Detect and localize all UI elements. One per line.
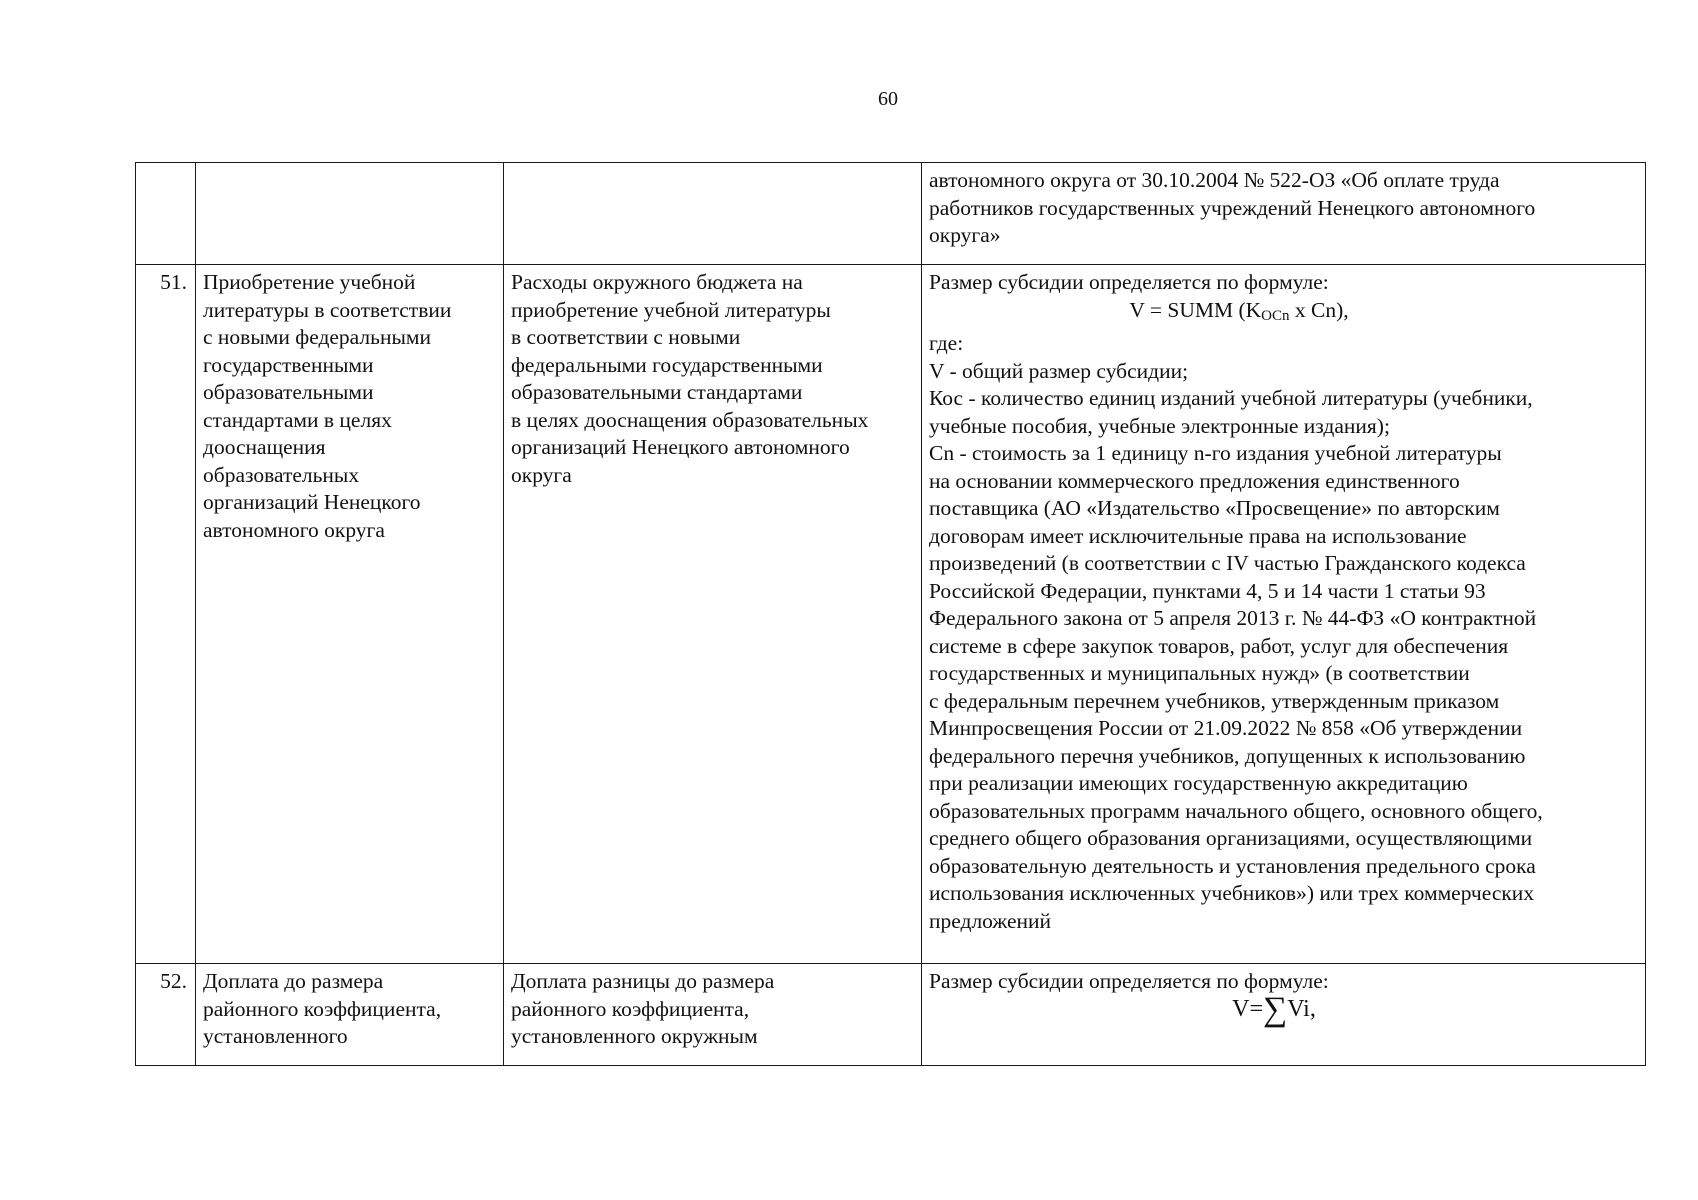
- row-name-cell: [196, 265, 504, 964]
- text-line: стандартами в целях: [203, 407, 392, 432]
- formula-prefix: V = SUMM (K: [1129, 297, 1262, 322]
- table-row-continuation: [136, 163, 1646, 265]
- text-line: Российской Федерации, пунктами 4, 5 и 14 части 1 статьи 93: [929, 578, 1486, 603]
- text-line: в соответствии с новыми: [511, 325, 741, 349]
- text-line: произведений (в соответствии с IV частью Гражданского кодекса: [929, 551, 1526, 575]
- text-line: литературы в соответствии: [203, 297, 452, 322]
- text-line: государственных и муниципальных нужд» (в соответствии: [929, 661, 1470, 685]
- row-description-cell: [504, 265, 922, 964]
- text-line: системе в сфере закупок товаров, работ, услуг для обеспечения: [929, 633, 1509, 658]
- text-line: образовательных: [203, 462, 360, 487]
- text-line: использования исключенных учебников») или трех коммерческих: [929, 881, 1535, 905]
- text-line: автономного округа: [203, 517, 385, 542]
- row-number-cell: 51.: [136, 265, 196, 964]
- text-line: организаций Ненецкого: [203, 490, 421, 514]
- text-line: районного коэффициента,: [203, 996, 442, 1021]
- formula: [929, 297, 1639, 331]
- text-line: V - общий размер субсидии;: [929, 358, 1189, 383]
- text-line: районного коэффициента,: [511, 996, 750, 1021]
- text-line: договорам имеет исключительные права на использование: [929, 523, 1467, 548]
- text-line: организаций Ненецкого автономного: [511, 435, 850, 459]
- row-description-cell: [504, 163, 922, 265]
- formula-suffix: x Cn),: [1289, 297, 1349, 322]
- text-line: дооснащения: [203, 435, 326, 459]
- formula-right: Vi,: [1287, 995, 1316, 1022]
- row-name-cell: [196, 163, 504, 265]
- subsidy-table: [135, 162, 1646, 1066]
- row-calculation-cell: [922, 265, 1646, 964]
- text-line: с новыми федеральными: [203, 325, 432, 349]
- text-line: Кос - количество единиц изданий учебной литературы (учебники,: [929, 386, 1533, 410]
- sum-formula: [929, 990, 1639, 1028]
- text-line: образовательными: [203, 380, 374, 404]
- table-row-51: [136, 265, 1646, 964]
- text-line: среднего общего образования организациями, осуществляющими: [929, 826, 1533, 850]
- text-line: Cn - стоимость за 1 единицу n-го издания учебной литературы: [929, 441, 1502, 465]
- text-line: с федеральным перечнем учебников, утвержденным приказом: [929, 688, 1500, 713]
- row-calculation-cell: [922, 163, 1646, 265]
- formula-subscript: OCn: [1261, 307, 1290, 324]
- text-line: при реализации имеющих государственную аккредитацию: [929, 771, 1468, 795]
- text-line: федеральными государственными: [511, 352, 823, 377]
- text-line: образовательными стандартами: [511, 380, 803, 404]
- text-line: поставщика (АО «Издательство «Просвещение» по авторским: [929, 496, 1500, 520]
- page-number: 60: [878, 88, 898, 110]
- text-line: установленного: [203, 1024, 348, 1048]
- text-line: учебные пособия, учебные электронные издания);: [929, 413, 1390, 438]
- text-line: федерального перечня учебников, допущенных к использованию: [929, 743, 1526, 768]
- row-description-cell: [504, 964, 922, 1066]
- row-name-cell: [196, 964, 504, 1066]
- row-number-cell: 52.: [136, 964, 196, 1066]
- text-line: на основании коммерческого предложения единственного: [929, 468, 1460, 493]
- text-line: предложений: [929, 908, 1052, 933]
- text-line: Федерального закона от 5 апреля 2013 г. № 44-ФЗ «О контрактной: [929, 606, 1537, 630]
- sigma-icon: ∑: [1263, 990, 1288, 1028]
- text-line: Расходы окружного бюджета на: [511, 270, 803, 294]
- text-line: Доплата до размера: [203, 969, 384, 993]
- text-line: округа: [511, 462, 572, 487]
- text-line: Доплата разницы до размера: [511, 969, 775, 993]
- text-line: образовательную деятельность и установления предельного срока: [929, 853, 1536, 878]
- text-line: приобретение учебной литературы: [511, 297, 831, 322]
- formula-left: V=: [1232, 995, 1264, 1022]
- text-line: государственными: [203, 352, 374, 377]
- text-line: установленного окружным: [511, 1024, 758, 1048]
- text-line: образовательных программ начального общего, основного общего,: [929, 798, 1543, 823]
- text-line: где:: [929, 331, 964, 355]
- text-line: Минпросвещения России от 21.09.2022 № 858 «Об утверждении: [929, 716, 1523, 740]
- text-line: Приобретение учебной: [203, 270, 416, 294]
- formula-intro: Размер субсидии определяется по формуле:: [929, 270, 1329, 294]
- formula-intro: Размер субсидии определяется по формуле:: [929, 969, 1329, 993]
- text-line: автономного округа от 30.10.2004 № 522-ОЗ «Об оплате труда: [929, 168, 1500, 192]
- text-line: округа»: [929, 223, 1001, 247]
- row-number-cell: [136, 163, 196, 265]
- table-row-52: [136, 964, 1646, 1066]
- text-line: в целях дооснащения образовательных: [511, 407, 869, 432]
- text-line: работников государственных учреждений Ненецкого автономного: [929, 195, 1536, 220]
- row-calculation-cell: [922, 964, 1646, 1066]
